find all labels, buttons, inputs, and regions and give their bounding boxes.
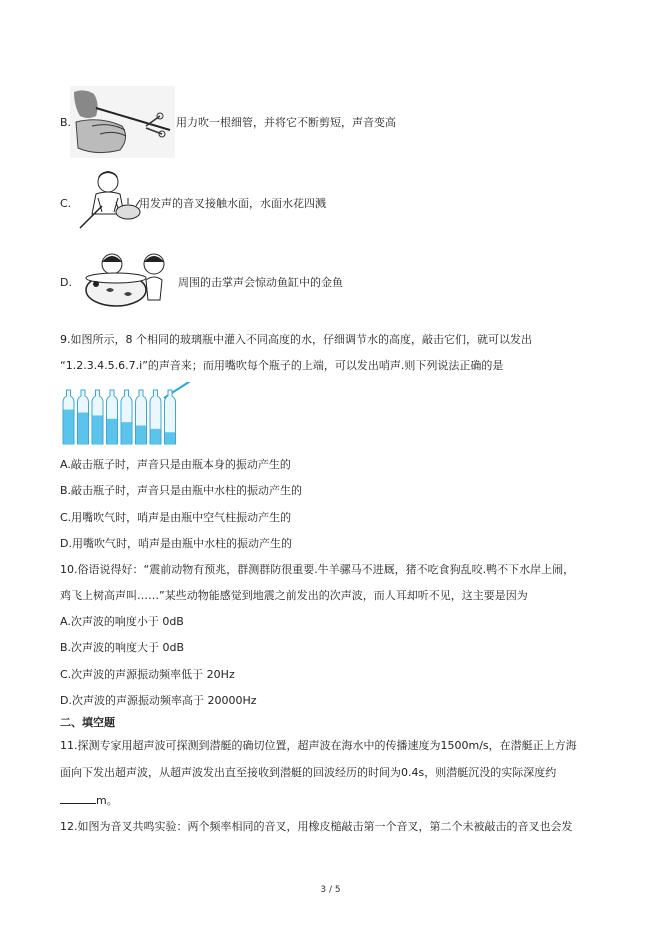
q11-line-2: 面向下发出超声波，从超声波发出直至接收到潜艇的回波经历的时间为0.4s，则潜艇沉没的实际深度约 bbox=[60, 766, 557, 779]
q10-stem-line-2: 鸡飞上树高声叫……”某些动物能感觉到地震之前发出的次声波，而人耳却听不见，这主要是因为 bbox=[60, 589, 528, 602]
option-b-label: B. bbox=[60, 116, 72, 129]
section-2-title: 二、填空题 bbox=[60, 716, 115, 729]
bottle-water-4 bbox=[107, 419, 117, 444]
tuning-fork-water-illustration bbox=[72, 168, 142, 238]
bottle-2 bbox=[78, 390, 89, 444]
q10-option-a: A.次声波的响度小于 0dB bbox=[60, 615, 184, 628]
q9-option-b: B.敲击瓶子时，声音只是由瓶中水柱的振动产生的 bbox=[60, 484, 303, 497]
q9-option-d: D.用嘴吹气时，哨声是由瓶中水柱的振动产生的 bbox=[60, 537, 292, 550]
bottle-water-1 bbox=[64, 410, 74, 444]
option-b-text: 用力吹一根细管，并将它不断剪短，声音变高 bbox=[176, 116, 396, 129]
bottle-water-6 bbox=[136, 426, 146, 444]
bottle-water-8 bbox=[165, 432, 175, 444]
q10-stem-line-1: 10.俗语说得好：“震前动物有预兆，群测群防很重要.牛羊骡马不进厩，猪不吃食狗乱咬.鸭不下水岸上闹， bbox=[60, 563, 575, 576]
q10-option-c: C.次声波的声源振动频率低于 20Hz bbox=[60, 668, 235, 681]
q9-option-c: C.用嘴吹气时，哨声是由瓶中空气柱振动产生的 bbox=[60, 511, 292, 524]
q11-unit: m。 bbox=[96, 794, 118, 807]
bottle-7 bbox=[150, 390, 161, 444]
water-bottles-figure bbox=[60, 382, 190, 446]
option-c-text: 用发声的音叉接触水面，水面水花四溅 bbox=[139, 197, 326, 210]
bottle-3 bbox=[92, 390, 103, 444]
option-c-label: C. bbox=[60, 197, 72, 210]
page-number: 3 / 5 bbox=[320, 885, 341, 895]
option-d-text: 周围的击掌声会惊动鱼缸中的金鱼 bbox=[178, 276, 343, 289]
bottle-1 bbox=[63, 390, 74, 444]
bottle-water-3 bbox=[93, 415, 103, 444]
q11-answer-blank[interactable] bbox=[60, 792, 96, 804]
q11-answer-line bbox=[60, 792, 118, 808]
q9-stem-line-1: 9.如图所示，8 个相同的玻璃瓶中灌入不同高度的水，仔细调节水的高度，敲击它们，就可以发出 bbox=[60, 333, 532, 346]
q10-option-b: B.次声波的响度大于 0dB bbox=[60, 641, 185, 654]
bottle-4 bbox=[107, 390, 118, 444]
q12-line-1: 12.如图为音叉共鸣实验：两个频率相同的音叉，用橡皮槌敲击第一个音叉，第二个未被敲击的音叉也会发 bbox=[60, 820, 573, 833]
option-d-label: D. bbox=[60, 276, 72, 289]
bottle-water-5 bbox=[122, 422, 132, 444]
bottle-8 bbox=[165, 390, 176, 444]
bottle-water-2 bbox=[78, 413, 88, 445]
q10-option-d: D.次声波的声源振动频率高于 20000Hz bbox=[60, 694, 257, 707]
bottle-5 bbox=[121, 390, 132, 444]
bottle-6 bbox=[136, 390, 147, 444]
q9-stem-line-2: “1.2.3.4.5.6.7.i”的声音来；而用嘴吹每个瓶子的上端，可以发出哨声.则下列说法正确的是 bbox=[60, 359, 504, 372]
q9-option-a: A.敲击瓶子时，声音只是由瓶本身的振动产生的 bbox=[60, 458, 291, 471]
bottle-water-7 bbox=[151, 429, 161, 444]
q11-line-1: 11.探测专家用超声波可探测到潜艇的确切位置，超声波在海水中的传播速度为1500m/s，在潜艇正上方海 bbox=[60, 739, 577, 752]
clapping-goldfish-tank-illustration bbox=[76, 250, 176, 310]
blowing-straw-illustration bbox=[70, 86, 175, 158]
